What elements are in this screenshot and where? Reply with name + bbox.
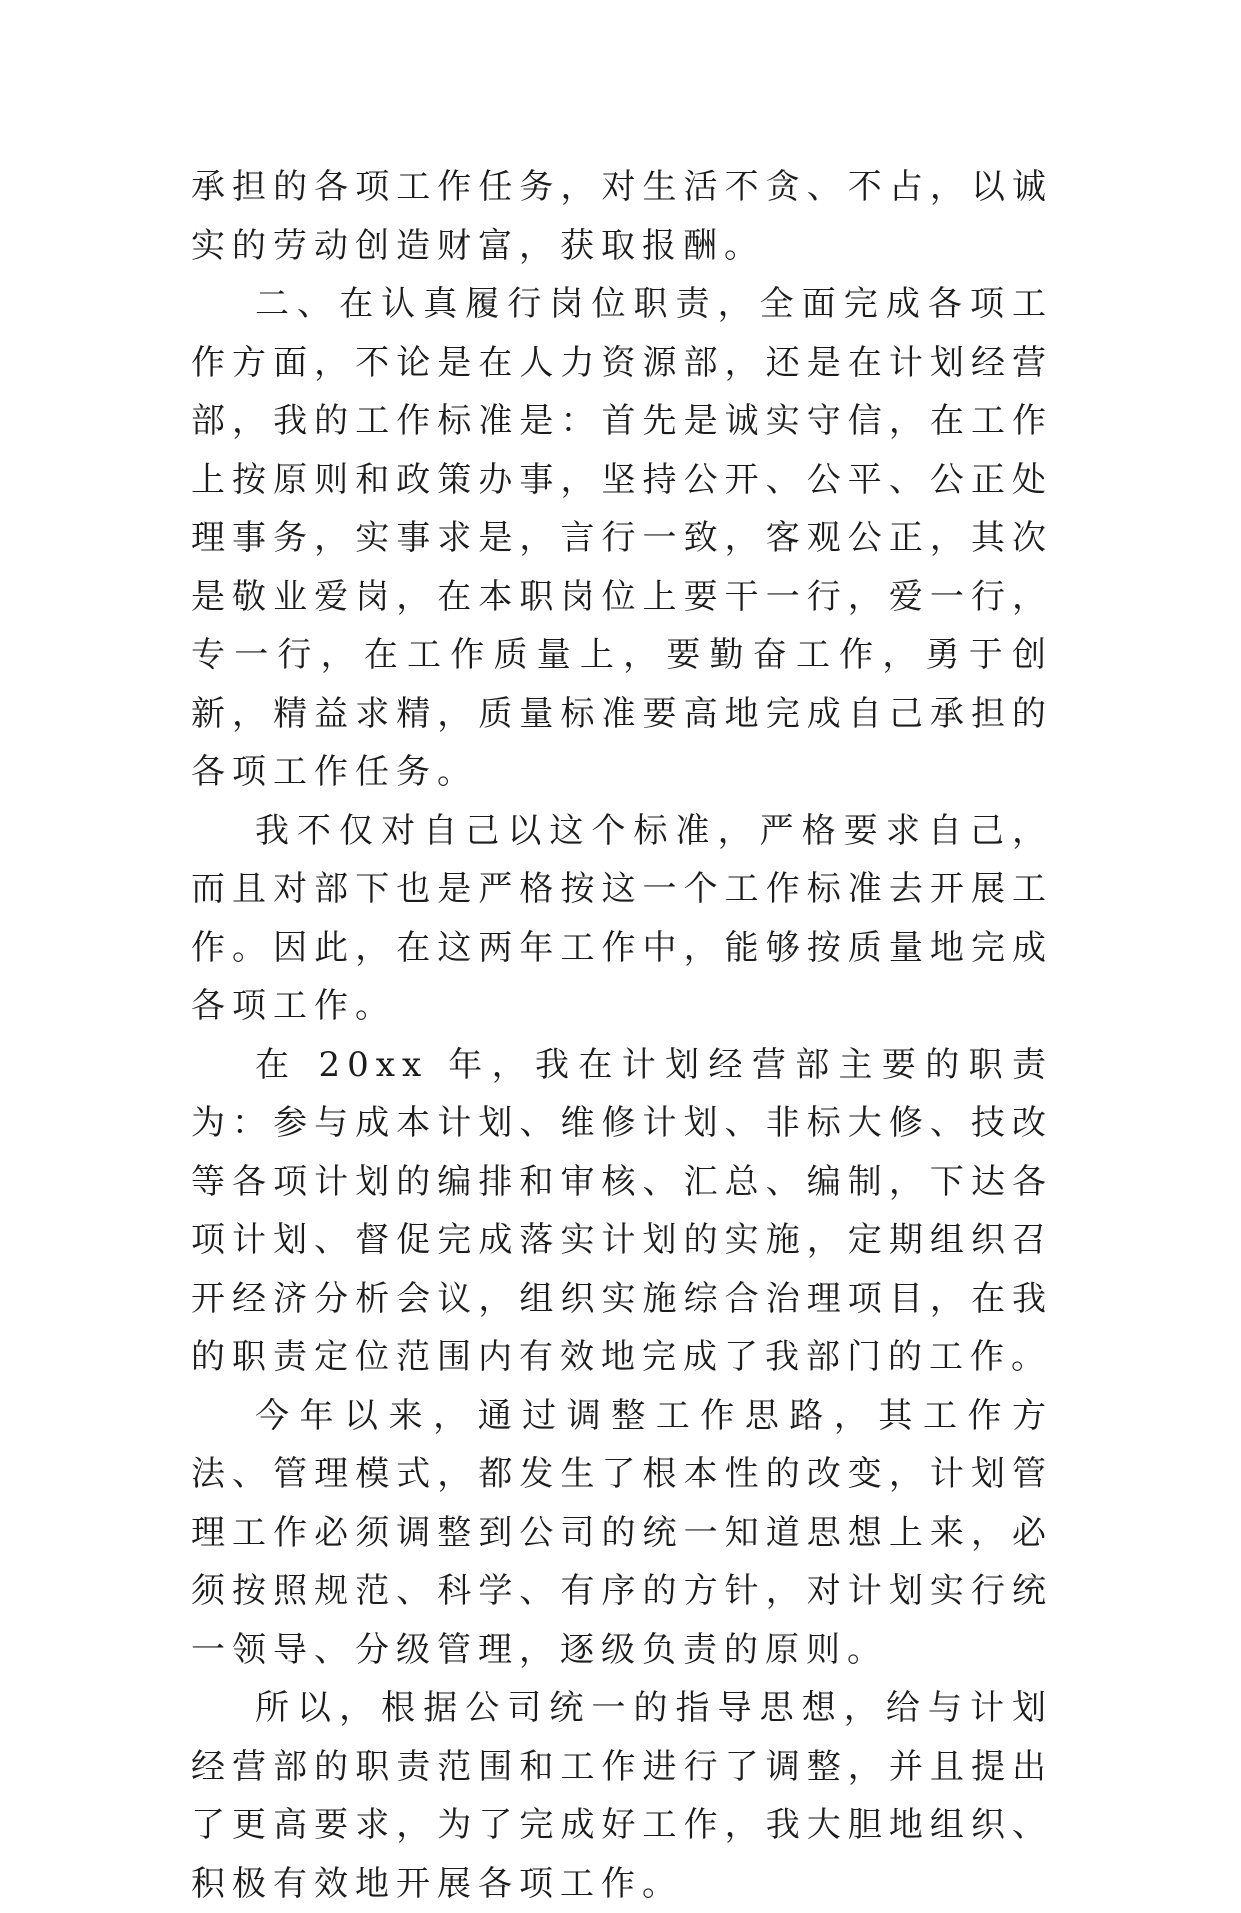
paragraph: 今年以来，通过调整工作思路，其工作方法、管理模式，都发生了根本性的改变，计划管理工作必须调整到公司的统一知道思想上来，必须按照规范、科学、有序的方针，对计划实行统一领导、分级管理，逐级负责的原则。 xyxy=(191,1395,1053,1670)
paragraph: 我不仅对自己以这个标准，严格要求自己，而且对部下也是严格按这一个工作标准去开展工作。因此，在这两年工作中，能够按质量地完成各项工作。 xyxy=(191,810,1053,1026)
paragraph: 承担的各项工作任务，对生活不贪、不占，以诚实的劳动创造财富，获取报酬。 xyxy=(191,167,1053,266)
paragraph: 在 20xx 年，我在计划经营部主要的职责为：参与成本计划、维修计划、非标大修、技改等各项计划的编排和审核、汇总、编制，下达各项计划、督促完成落实计划的实施，定期组织召开经济分析会议，组织实施综合治理项目，在我的职责定位范围内有效地完成了我部门的工作。 xyxy=(191,1044,1053,1377)
paragraph: 所以，根据公司统一的指导思想，给与计划经营部的职责范围和工作进行了调整，并且提出了更高要求，为了完成好工作，我大胆地组织、积极有效地开展各项工作。 xyxy=(191,1688,1053,1904)
document-body xyxy=(191,158,1053,1913)
paragraph: 二、在认真履行岗位职责，全面完成各项工作方面，不论是在人力资源部，还是在计划经营部，我的工作标准是：首先是诚实守信，在工作上按原则和政策办事，坚持公开、公平、公正处理事务，实事求是，言行一致，客观公正，其次是敬业爱岗，在本职岗位上要干一行，爱一行，专一行，在工作质量上，要勤奋工作，勇于创新，精益求精，质量标准要高地完成自己承担的各项工作任务。 xyxy=(191,284,1053,792)
